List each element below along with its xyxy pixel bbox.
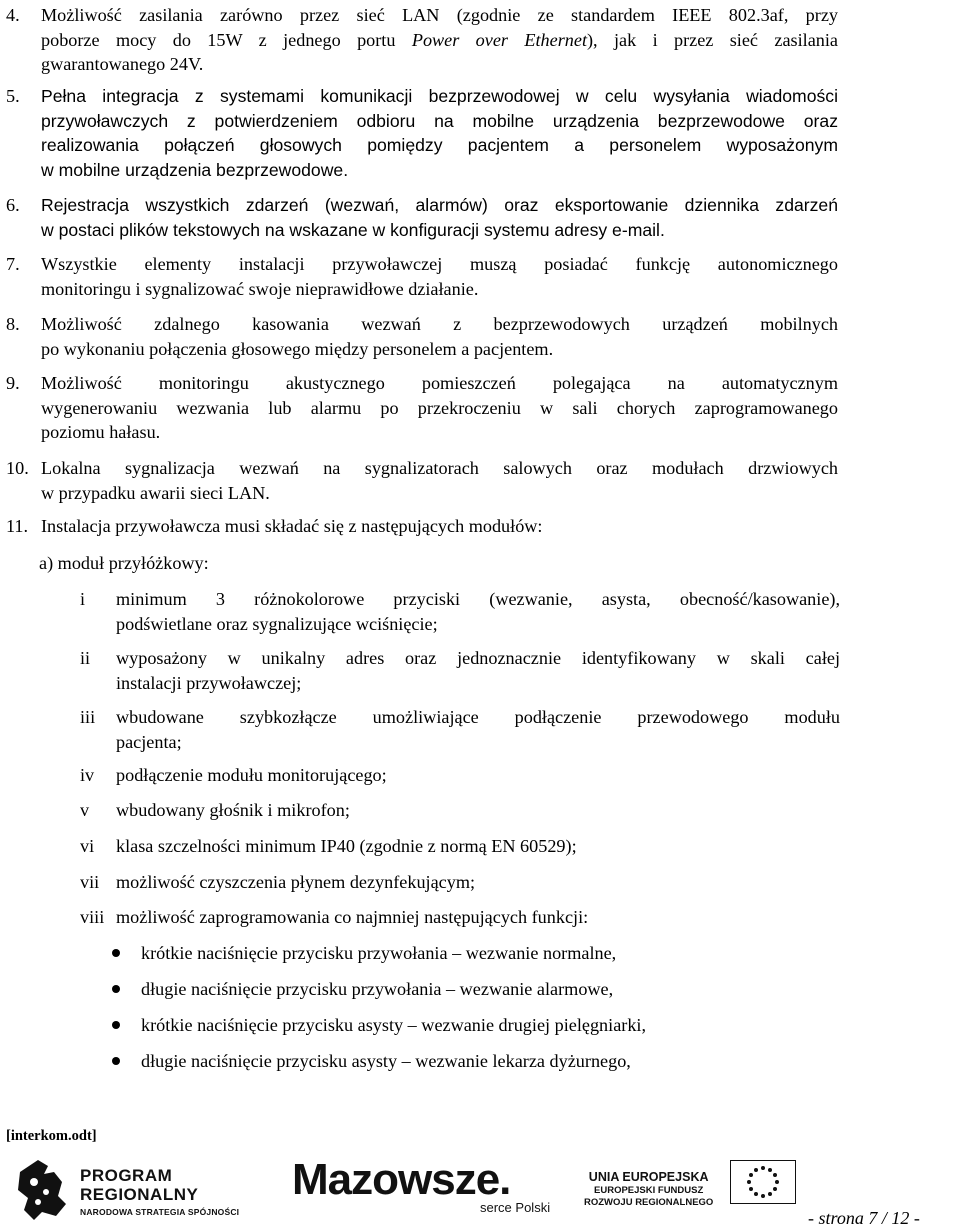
roman-number: i	[80, 589, 86, 609]
roman-number: iii	[80, 707, 96, 727]
bullet-icon	[112, 985, 120, 993]
list-item-5	[6, 84, 838, 182]
roman-number: iv	[80, 765, 95, 785]
text-line: Rejestracja wszystkich zdarzeń (wezwań, alarmów) oraz eksportowanie dziennika zdarzeń	[41, 195, 838, 215]
roman-number: ii	[80, 648, 91, 668]
roman-text	[116, 587, 840, 636]
roman-item-ii	[80, 646, 840, 695]
bullet-item	[112, 1013, 646, 1038]
item-text	[41, 252, 838, 301]
eu-logo-text	[584, 1170, 713, 1208]
italic-term: Power over Ethernet	[411, 29, 587, 50]
list-item-8	[6, 312, 838, 361]
roman-item-viii	[80, 905, 840, 930]
item-text	[41, 84, 838, 182]
logo-text: PROGRAM	[80, 1166, 173, 1185]
roman-item-i	[80, 587, 840, 636]
text-line: klasa szczelności minimum IP40 (zgodnie z normą EN 60529);	[116, 836, 577, 856]
mazowsze-logo: Mazowsze.	[292, 1155, 511, 1204]
list-item-6	[6, 193, 838, 242]
text-line: realizowania połączeń głosowych pomiędzy pacjentem a personelem wyposażonym	[41, 135, 838, 156]
text-line: poborze mocy do 15W z jednego portu Power over Ethernet), jak i przez sieć zasilania	[41, 29, 838, 50]
bullet-icon	[112, 1057, 120, 1065]
text-line: Możliwość zdalnego kasowania wezwań z bezprzewodowych urządzeń mobilnych	[41, 314, 838, 334]
text-line: w postaci plików tekstowych na wskazane w konfiguracji systemu adresy e-mail.	[41, 219, 665, 240]
list-item-4	[6, 3, 838, 77]
page-number: - strona 7 / 12 -	[808, 1208, 920, 1228]
logo-text: ROZWOJU REGIONALNEGO	[584, 1196, 714, 1208]
text-line: podświetlane oraz sygnalizujące wciśnięcie;	[116, 613, 438, 634]
text-line: Możliwość zasilania zarówno przez sieć LAN (zgodnie ze standardem IEEE 802.3af, przy	[41, 5, 838, 25]
text-line: przywoławczych z potwierdzeniem odbioru na mobilne urządzenia bezprzewodowe oraz	[41, 110, 838, 131]
bullet-item	[112, 941, 616, 966]
text-line: w mobilne urządzenia bezprzewodowe.	[41, 159, 349, 180]
mazowsze-slogan: serce Polski	[480, 1200, 551, 1215]
item-text	[41, 514, 838, 539]
roman-number: v	[80, 800, 90, 820]
item-number: 11.	[6, 516, 29, 536]
roman-number: vii	[80, 872, 100, 892]
bullet-icon	[112, 1021, 120, 1029]
item-text	[41, 3, 838, 77]
text-line: minimum 3 różnokolorowe przyciski (wezwanie, asysta, obecność/kasowanie),	[116, 589, 840, 609]
sublist-a: a) moduł przyłóżkowy:	[39, 553, 209, 573]
text-line: możliwość zaprogramowania co najmniej następujących funkcji:	[116, 907, 589, 927]
text-line: w przypadku awarii sieci LAN.	[41, 482, 270, 503]
roman-text	[116, 870, 840, 895]
text-line: wbudowane szybkozłącze umożliwiające podłączenie przewodowego modułu	[116, 707, 840, 727]
list-item-11	[6, 514, 838, 539]
roman-text	[116, 705, 840, 754]
item-number: 6.	[6, 195, 20, 215]
roman-text	[116, 798, 840, 823]
text-line: Wszystkie elementy instalacji przywoławczej muszą posiadać funkcję autonomicznego	[41, 254, 838, 274]
roman-number: viii	[80, 907, 105, 927]
bullet-icon	[112, 949, 120, 957]
list-item-10	[6, 456, 838, 505]
text-line: Możliwość monitoringu akustycznego pomieszczeń polegająca na automatycznym	[41, 373, 838, 393]
roman-item-vi	[80, 834, 840, 859]
item-number: 10.	[6, 458, 29, 478]
list-item-9	[6, 371, 838, 445]
bullet-text: długie naciśnięcie przycisku przywołania – wezwanie alarmowe,	[141, 979, 614, 999]
roman-text	[116, 834, 840, 859]
roman-number: vi	[80, 836, 95, 856]
text-line: instalacji przywoławczej;	[116, 672, 302, 693]
item-text	[41, 312, 838, 361]
text-line: wygenerowaniu wezwania lub alarmu po przekroczeniu w sali chorych zaprogramowanego	[41, 397, 838, 418]
roman-item-vii	[80, 870, 840, 895]
text-line: wbudowany głośnik i mikrofon;	[116, 800, 350, 820]
item-text	[41, 371, 838, 445]
item-text	[41, 193, 838, 242]
roman-text	[116, 905, 840, 930]
program-regionalny-logo-icon	[14, 1152, 72, 1224]
text-line: Instalacja przywoławcza musi składać się z następujących modułów:	[41, 516, 543, 536]
bullet-text: krótkie naciśnięcie przycisku przywołania – wezwanie normalne,	[141, 943, 617, 963]
roman-text	[116, 763, 840, 788]
roman-text	[116, 646, 840, 695]
document-id: [interkom.odt]	[6, 1128, 97, 1144]
item-number: 8.	[6, 314, 20, 334]
text-line: po wykonaniu połączenia głosowego między personelem a pacjentem.	[41, 338, 554, 359]
logo-text: UNIA EUROPEJSKA	[588, 1170, 709, 1184]
bullet-text: długie naciśnięcie przycisku asysty – wezwanie lekarza dyżurnego,	[141, 1051, 631, 1071]
roman-item-iv	[80, 763, 840, 788]
program-regionalny-logo	[80, 1166, 239, 1218]
logo-text: REGIONALNY	[80, 1185, 199, 1204]
text-line: podłączenie modułu monitorującego;	[116, 765, 387, 785]
roman-item-v	[80, 798, 840, 823]
text-line: pacjenta;	[116, 731, 182, 752]
bullet-item	[112, 1049, 631, 1074]
item-number: 4.	[6, 5, 20, 25]
text-line: poziomu hałasu.	[41, 422, 161, 443]
item-number: 7.	[6, 254, 20, 274]
text-line: wyposażony w unikalny adres oraz jednoznacznie identyfikowany w skali całej	[116, 648, 840, 668]
item-number: 5.	[6, 86, 20, 106]
bullet-item	[112, 977, 613, 1002]
text-line: gwarantowanego 24V.	[41, 54, 204, 75]
text-line: Pełna integracja z systemami komunikacji bezprzewodowej w celu wysyłania wiadomości	[41, 86, 838, 106]
item-text	[41, 456, 838, 505]
roman-item-iii	[80, 705, 840, 754]
list-item-7	[6, 252, 838, 301]
eu-flag-icon	[730, 1160, 796, 1204]
text-line: Lokalna sygnalizacja wezwań na sygnalizatorach salowych oraz modułach drzwiowych	[41, 458, 838, 478]
text-line: monitoringu i sygnalizować swoje nieprawidłowe działanie.	[41, 278, 479, 299]
logo-text: NARODOWA STRATEGIA SPÓJNOŚCI	[80, 1207, 240, 1217]
text-line: możliwość czyszczenia płynem dezynfekującym;	[116, 872, 476, 892]
bullet-text: krótkie naciśnięcie przycisku asysty – wezwanie drugiej pielęgniarki,	[141, 1015, 647, 1035]
logo-text: EUROPEJSKI FUNDUSZ	[594, 1185, 704, 1196]
item-number: 9.	[6, 373, 20, 393]
